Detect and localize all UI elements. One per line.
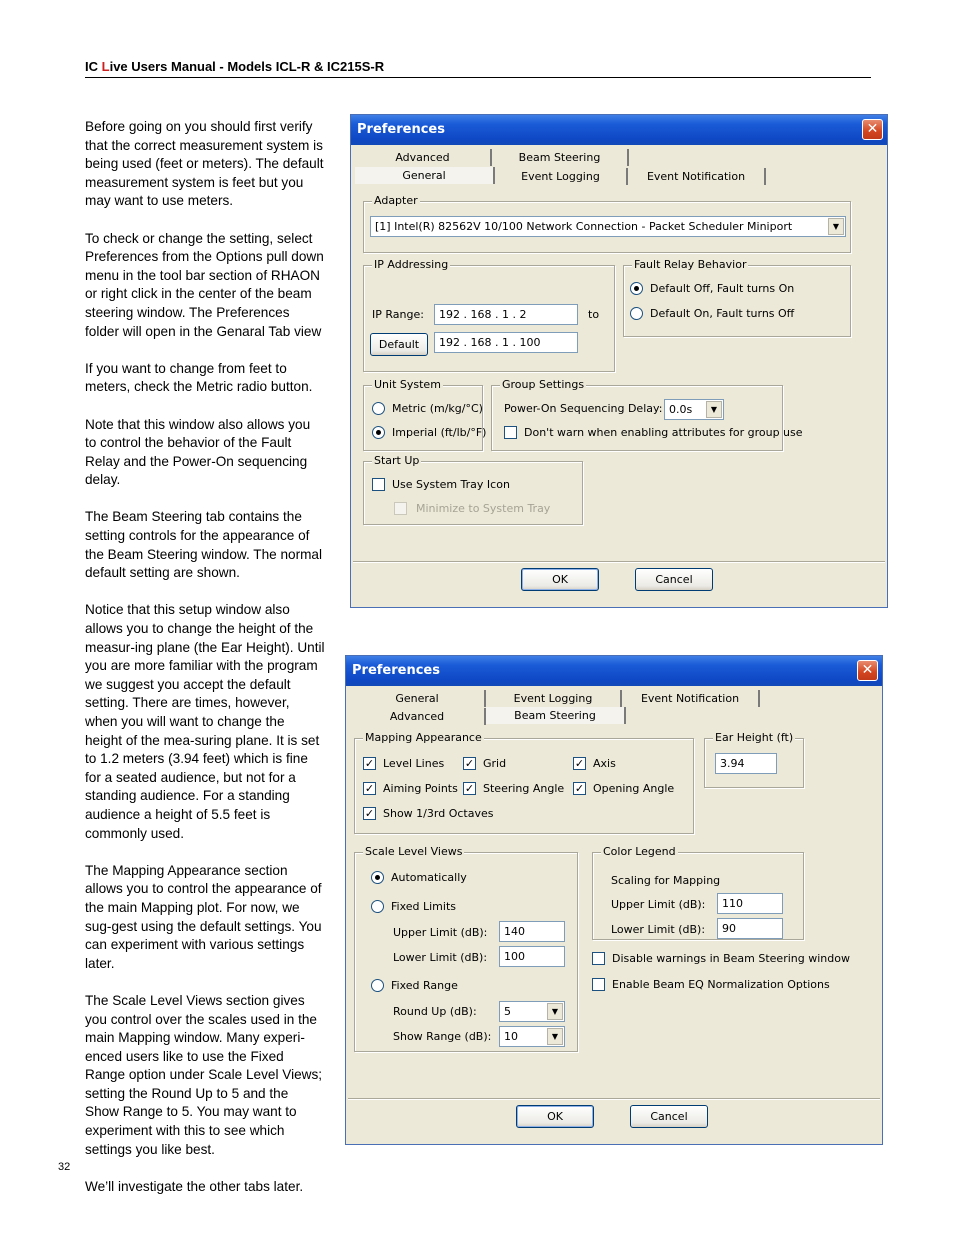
disable-warnings-checkbox[interactable]	[592, 952, 605, 965]
dont-warn-checkbox[interactable]	[504, 426, 517, 439]
start-up-group	[363, 454, 583, 525]
metric-radio[interactable]	[372, 402, 385, 415]
imperial-label: Imperial (ft/lb/°F)	[392, 426, 487, 439]
automatically-label: Automatically	[391, 871, 467, 884]
power-on-delay-select[interactable]	[664, 399, 724, 420]
unit-system-legend: Unit System	[374, 378, 441, 391]
fixed-range-radio[interactable]	[371, 979, 384, 992]
steering-angle-label: Steering Angle	[483, 782, 565, 795]
show-range-select[interactable]	[499, 1026, 565, 1047]
level-lines-label: Level Lines	[383, 757, 445, 770]
axis-checkbox[interactable]: ✓	[574, 757, 585, 770]
running-header	[85, 59, 384, 74]
paragraph: Note that this window also allows you to control the behavior of the Fault Relay and the Power-On sequencing delay.	[85, 416, 311, 488]
third-octaves-label: Show 1/3rd Octaves	[383, 807, 494, 820]
chevron-down-icon[interactable]: ▼	[547, 1028, 563, 1045]
tab-general[interactable]: General	[350, 690, 486, 707]
adapter-legend: Adapter	[374, 194, 418, 207]
power-on-delay-label: Power-On Sequencing Delay:	[504, 402, 663, 415]
paragraph: Before going on you should first verify that the correct measurement system is being used (feet or meters). The default measurement system is feet but you may want to use meters.	[85, 119, 324, 209]
ear-height-legend: Ear Height (ft)	[715, 731, 794, 744]
round-up-select[interactable]	[499, 1001, 565, 1022]
ip-addressing-legend: IP Addressing	[374, 258, 449, 271]
chevron-down-icon[interactable]: ▼	[547, 1003, 563, 1020]
axis-label: Axis	[593, 757, 616, 770]
close-icon[interactable]: ✕	[857, 660, 878, 681]
paragraph: If you want to change from feet to meters, check the Metric radio button.	[85, 360, 313, 395]
adapter-select-value: [1] Intel(R) 82562V 10/100 Network Connection - Packet Scheduler Miniport	[375, 220, 793, 233]
disable-warnings-label: Disable warnings in Beam Steering window	[612, 952, 850, 965]
paragraph: The Mapping Appearance section allows you to control the appearance of the main Mapping plot. For now, we sug-gest using the default settings. You can experiment with various settings later.	[85, 862, 322, 971]
tab-advanced[interactable]: Advanced	[350, 708, 486, 725]
round-up-value: 5	[504, 1005, 511, 1018]
minimize-tray-checkbox[interactable]	[394, 502, 407, 515]
mapping-appearance-group	[354, 731, 694, 834]
fixed-limits-radio[interactable]	[371, 900, 384, 913]
fixed-range-label: Fixed Range	[391, 979, 458, 992]
scaling-for-mapping-label: Scaling for Mapping	[611, 874, 721, 887]
dialog-titlebar[interactable]	[346, 656, 882, 686]
dialog-title: Preferences	[352, 663, 440, 678]
page-number: 32	[58, 1161, 71, 1173]
grid-checkbox[interactable]: ✓	[464, 757, 475, 770]
color-upper-limit-label: Upper Limit (dB):	[611, 898, 706, 911]
tray-icon-checkbox[interactable]	[372, 478, 385, 491]
scale-lower-limit-label: Lower Limit (dB):	[393, 951, 488, 964]
ok-button[interactable]: OK	[516, 1105, 594, 1128]
show-range-value: 10	[504, 1030, 518, 1043]
paragraph: To check or change the setting, select Preferences from the Options pull down menu in the tool bar section of RHAON or right click in the center of the beam steering window. The Preferences folder will open in the Genaral Tab view	[85, 230, 324, 339]
automatically-radio[interactable]	[371, 871, 384, 884]
dialog-titlebar[interactable]	[351, 115, 887, 145]
imperial-radio[interactable]	[372, 426, 385, 439]
level-lines-checkbox[interactable]: ✓	[364, 757, 375, 770]
paragraph: We’ll investigate the other tabs later.	[85, 1178, 304, 1194]
fault-default-on-radio[interactable]	[630, 307, 643, 320]
preferences-dialog-general	[350, 114, 888, 608]
fault-default-on-label: Default On, Fault turns Off	[650, 307, 795, 320]
dialog-title: Preferences	[357, 122, 445, 137]
opening-angle-label: Opening Angle	[593, 782, 675, 795]
paragraph: Notice that this setup window also allows you to change the height of the measur-ing plane (the Ear Height). Until you are more familiar with the program we suggest you accept the default setting. There are times, however, when you will want to change the height of the mea-suring plane. It is set to 1.2 meters (3.94 feet) which is fine for a seated audience, but not for a standing audience. For a standing audience a height of 5.5 feet is commonly used.	[85, 602, 325, 841]
tab-beam-steering[interactable]: Beam Steering	[492, 149, 629, 166]
fault-relay-group	[623, 258, 851, 337]
fixed-limits-label: Fixed Limits	[391, 900, 457, 913]
scale-upper-limit-label: Upper Limit (dB):	[393, 926, 488, 939]
aiming-points-label: Aiming Points	[383, 782, 458, 795]
tab-event-notification[interactable]: Event Notification	[622, 690, 760, 707]
default-button[interactable]: Default	[370, 333, 428, 356]
scale-lower-limit-input[interactable]: 100	[499, 946, 565, 967]
color-legend-group	[592, 845, 804, 940]
adapter-group	[363, 194, 851, 253]
dont-warn-label: Don't warn when enabling attributes for group use	[524, 426, 803, 439]
header-rule	[85, 77, 871, 78]
body-text	[85, 118, 325, 1215]
scale-level-views-group	[354, 845, 578, 1052]
start-up-legend: Start Up	[374, 454, 420, 467]
tray-icon-label: Use System Tray Icon	[392, 478, 510, 491]
chevron-down-icon[interactable]: ▼	[706, 401, 722, 418]
opening-angle-checkbox[interactable]: ✓	[574, 782, 585, 795]
unit-system-group	[363, 378, 487, 451]
adapter-select[interactable]	[370, 216, 846, 237]
group-settings-legend: Group Settings	[502, 378, 585, 391]
color-legend-legend: Color Legend	[603, 845, 676, 858]
ip-range-to-input[interactable]: 192 . 168 . 1 . 100	[434, 332, 578, 353]
tab-general[interactable]: General	[355, 167, 495, 184]
paragraph: The Scale Level Views section gives you control over the scales used in the main Mapping window. Many experi-enced users like to use the Fixed Range option under Scale Level Views; setting the Round Up to 5 and the Show Range to 5. You may want to experiment with this to see which settings you like best.	[85, 992, 323, 1157]
ip-range-from-input[interactable]: 192 . 168 . 1 . 2	[434, 304, 578, 325]
ear-height-group	[704, 731, 804, 788]
steering-angle-checkbox[interactable]: ✓	[464, 782, 475, 795]
header-red-letter: L	[101, 59, 110, 74]
ip-addressing-group	[363, 258, 615, 372]
footer-separator	[353, 561, 885, 563]
scale-level-views-legend: Scale Level Views	[365, 845, 463, 858]
ip-range-label: IP Range:	[372, 308, 424, 321]
ok-button[interactable]: OK	[521, 568, 599, 591]
cancel-button[interactable]: Cancel	[630, 1105, 708, 1128]
tab-advanced[interactable]: Advanced	[355, 149, 492, 166]
enable-eq-label: Enable Beam EQ Normalization Options	[612, 978, 830, 991]
power-on-delay-value: 0.0s	[669, 403, 693, 416]
color-lower-limit-label: Lower Limit (dB):	[611, 923, 706, 936]
ip-range-to-label: to	[588, 308, 600, 321]
minimize-tray-label: Minimize to System Tray	[416, 502, 551, 515]
fault-relay-legend: Fault Relay Behavior	[634, 258, 747, 271]
show-range-label: Show Range (dB):	[393, 1030, 492, 1043]
color-lower-limit-input[interactable]: 90	[717, 918, 783, 939]
tab-event-logging[interactable]: Event Logging	[486, 690, 622, 707]
tab-event-logging[interactable]: Event Logging	[495, 168, 628, 185]
close-icon[interactable]: ✕	[862, 119, 883, 140]
color-upper-limit-input[interactable]: 110	[717, 893, 783, 914]
cancel-button[interactable]: Cancel	[635, 568, 713, 591]
fault-default-off-label: Default Off, Fault turns On	[650, 282, 795, 295]
third-octaves-checkbox[interactable]: ✓	[364, 807, 375, 820]
paragraph: The Beam Steering tab contains the setting controls for the appearance of the Beam Steering window. The normal default setting are shown.	[85, 509, 323, 581]
metric-label: Metric (m/kg/°C)	[392, 402, 483, 415]
round-up-label: Round Up (dB):	[393, 1005, 477, 1018]
ear-height-input[interactable]: 3.94	[715, 753, 777, 774]
mapping-appearance-legend: Mapping Appearance	[365, 731, 482, 744]
preferences-dialog-beam-steering	[345, 655, 883, 1145]
tab-event-notification[interactable]: Event Notification	[628, 168, 766, 185]
footer-separator	[348, 1098, 880, 1100]
fault-default-off-radio[interactable]	[630, 282, 643, 295]
enable-eq-checkbox[interactable]	[592, 978, 605, 991]
grid-label: Grid	[483, 757, 507, 770]
group-settings-group	[491, 378, 803, 451]
chevron-down-icon[interactable]: ▼	[828, 218, 844, 235]
aiming-points-checkbox[interactable]: ✓	[364, 782, 375, 795]
scale-upper-limit-input[interactable]: 140	[499, 921, 565, 942]
header-rest: ive Users Manual - Models ICL-R & IC215S-R	[109, 59, 385, 74]
header-prefix: IC	[85, 59, 102, 74]
tab-beam-steering[interactable]: Beam Steering	[486, 707, 626, 724]
